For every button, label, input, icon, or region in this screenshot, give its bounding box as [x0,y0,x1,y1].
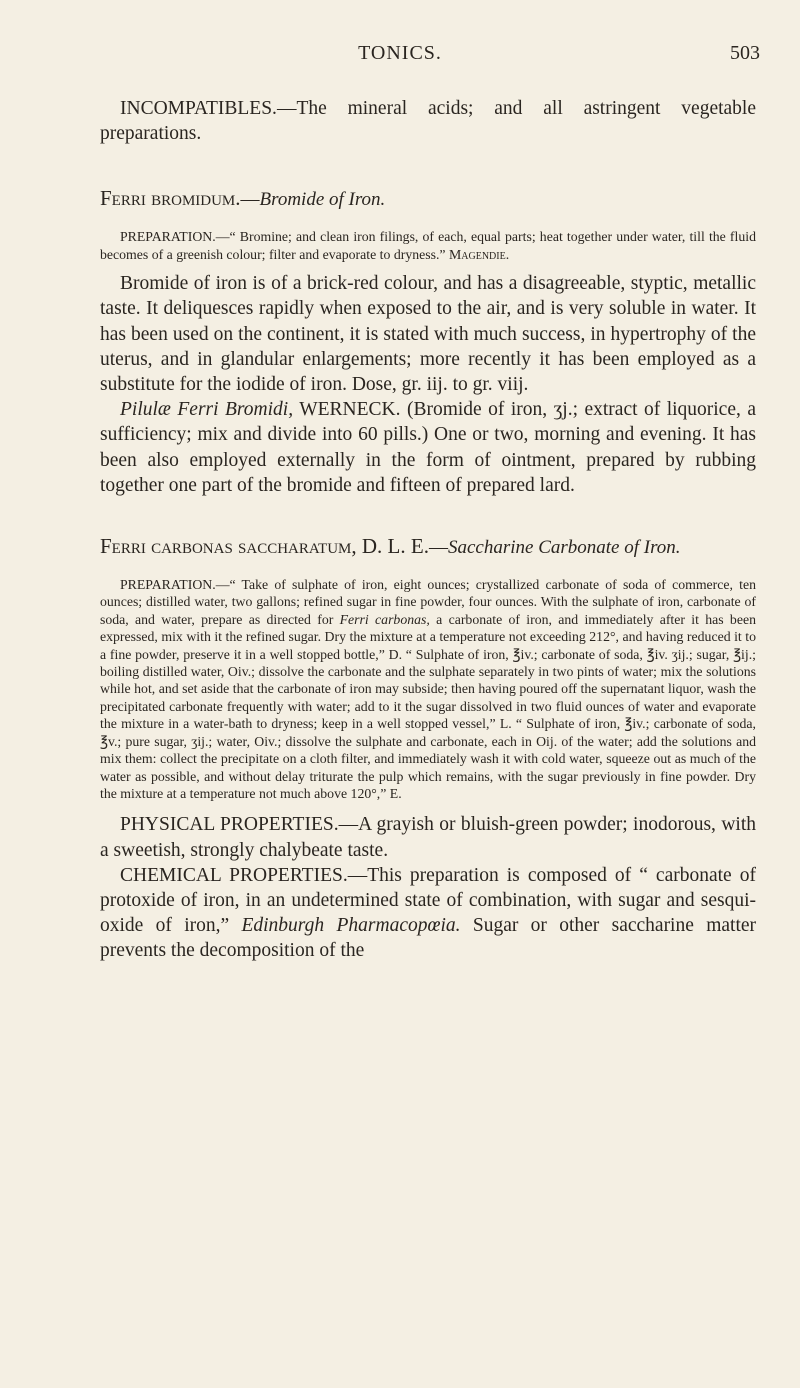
physical-properties-text: —A grayish or bluish-green powder; inodorous, with a sweetish, strongly chalybeate taste. [100,814,756,861]
preparation-text-2: a carbonate of iron, and immediately after it has been expressed, mix with it the refined sugar. Dry the mixture at a temperature not exceeding 212°, and having reduced it to a fine powder, preserve it in a well stopped bottle,” D. “ Sulphate of iron, ℥iv.; carbonate of soda, ℥iv. ʒij.; sugar, ℥ij.; boiling distilled water, Oiv.; dissolve the carbonate and the sulphate separately in two pints of water; mix the solutions while hot, and set aside that the carbonate of iron may subside; then having poured off the supernatant liquor, wash the precipitated carbonate frequently with water; add to it the sugar dissolved in two fluid ounces of water and evaporate the mixture in a water-bath to dryness; keep in a well stopped vessel,” L. “ Sulphate of iron, ℥iv.; carbonate of soda, ℥v.; pure sugar, ʒij.; water, Oiv.; dissolve the sulphate and carbonate, each in Oij. of the water; add the solutions and mix them: collect the precipitate on a cloth filter, and immediately wash it with cold water, squeeze out as much of the water as possible, and without delay triturate the pulp which remains, with the sugar previously in fine powder. Dry the mixture at a temperature not much above 120°,” E. [100,611,756,801]
pilulae-author: WERNECK. [293,399,401,421]
preparation-text: —“ Bromine; and clean iron filings, of each, equal parts; heat together under water, till the fluid becomes of a greenish colour; filter and evaporate to dryness.” [100,229,756,262]
pilulae-name: Pilulæ Ferri Bromidi, [120,399,294,421]
incompatibles-text: —The mineral acids; and all astringent vegetable preparations. [100,98,756,145]
pilulae-text: (Bromide of iron, ʒj.; extract of liquorice, a sufficiency; mix and divide into 60 pills.) One or two, morning and evening. It has been also employed externally in the form of ointment, prepared by rubbing together one part of the bromide and fifteen of prepared lard. [100,399,756,496]
page-content [100,96,756,964]
ferri-carbonas-title: Ferri carbonas saccharatum, D. L. E. [100,534,429,559]
preparation-label: PREPARATION. [120,577,216,593]
heading-separator: — [428,537,448,559]
physical-properties-label: PHYSICAL PROPERTIES. [120,814,339,836]
ferri-bromidum-subtitle: Bromide of Iron. [259,189,386,211]
chemical-properties-text-2: Sugar or other saccharine matter prevents the decomposition of the [100,915,757,962]
ferri-bromidum-description: Bromide of iron is of a brick-red colour, and has a disagreeable, styptic, metallic taste. It deliquesces rapidly when exposed to the air, and is very soluble in water. It has been used on the continent, it is stated with much success, in hypertrophy of the uterus, and in glandular enlargements; more recently it has been employed as a substitute for the iodide of iron. Dose, gr. iij. to gr. viij. [100,273,756,396]
chemical-properties-label: CHEMICAL PROPERTIES. [120,864,348,886]
ferri-carbonas-subtitle: Saccharine Carbonate of Iron. [447,537,681,559]
incompatibles-label: INCOMPATIBLES. [120,98,277,119]
preparation-author: Magendie. [449,246,510,262]
chemical-properties-text: —This preparation is composed of “ carbonate of protoxide of iron, in an undetermined state of combination, with sugar and sesqui-oxide of iron,” [100,864,756,937]
chemical-properties-reference: Edinburgh Pharmacopœia. [241,915,461,937]
preparation-text-1: —“ Take of sulphate of iron, eight ounces; crystallized carbonate of soda of commerce, ten ounces; distilled water, two gallons; refined sugar in fine powder, four ounces. With the sulphate of iron, carbonate of soda, and water, prepare as directed for [100,577,756,627]
running-title: TONICS. [358,42,442,64]
pilulae-paragraph [100,397,756,498]
heading-separator: — [240,189,260,211]
preparation-label: PREPARATION. [120,229,216,245]
page-header [0,42,800,72]
chemical-properties-paragraph [100,863,756,964]
incompatibles-paragraph [100,96,756,146]
page-number: 503 [730,42,760,64]
ferri-carbonas-heading [100,534,756,560]
physical-properties-paragraph [100,812,756,862]
ferri-carbonas-preparation [100,576,756,802]
ferri-bromidum-title: Ferri bromidum. [100,186,241,211]
preparation-reference: Ferri carbonas, [339,611,430,627]
ferri-bromidum-heading [100,186,756,212]
ferri-bromidum-preparation [100,228,756,263]
